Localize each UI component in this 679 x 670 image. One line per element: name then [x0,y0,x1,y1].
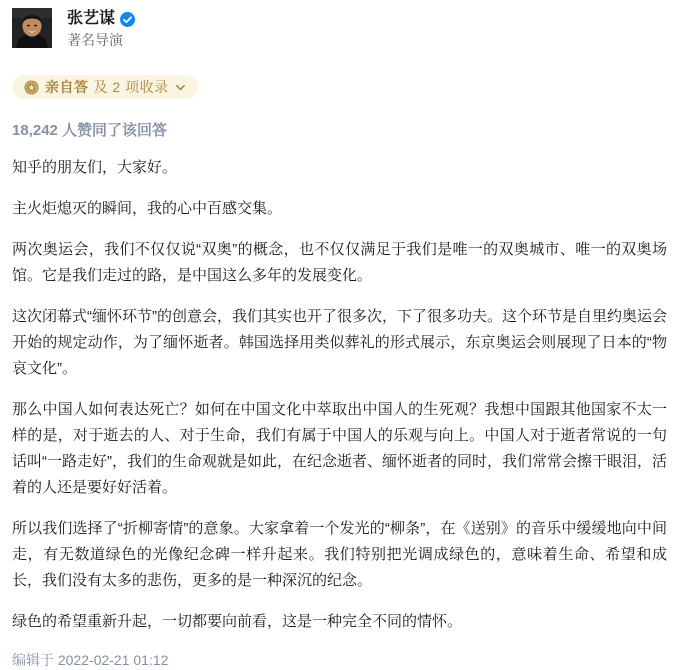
author-name[interactable]: 张艺谋 [67,10,116,27]
medal-icon [24,80,39,95]
avatar-image [12,8,52,48]
badge-secondary-label: 及 2 项收录 [93,79,169,95]
answer-paragraph: 所以我们选择了“折柳寄情”的意象。大家拿着一个发光的“柳条”，在《送别》的音乐中缓缓地向中间走，有无数道绿色的光像纪念碑一样升起来。我们特别把光调成绿色的，意味着生命、希望和成长，我们没有太多的悲伤，更多的是一种深沉的纪念。 [12,519,667,589]
author-info [67,8,135,49]
edited-timestamp: 编辑于 2022-02-21 01:12 [12,651,169,668]
personal-answer-badge[interactable] [12,75,198,99]
answer-paragraph: 两次奥运会，我们不仅仅说“双奥”的概念，也不仅仅满足于我们是唯一的双奥城市、唯一的双奥场馆。它是我们走过的路，是中国这么多年的发展变化。 [12,240,667,284]
answer-paragraph: 这次闭幕式“缅怀环节”的创意会，我们其实也开了很多次，下了很多功夫。这个环节是自里约奥运会开始的规定动作，为了缅怀逝者。韩国选择用类似葬礼的形式展示，东京奥运会则展现了日本的“物哀文化”。 [12,307,667,377]
author-header [12,8,667,49]
author-avatar[interactable] [12,8,52,48]
answer-paragraph: 绿色的希望重新升起，一切都要向前看，这是一种完全不同的情怀。 [12,612,463,630]
chevron-down-icon [175,82,186,93]
answer-paragraph: 那么中国人如何表达死亡？如何在中国文化中萃取出中国人的生死观？我想中国跟其他国家不太一样的是，对于逝去的人、对于生命，我们有属于中国人的乐观与向上。中国人对于逝者常说的一句话叫“一路走好”，我们的生命观就是如此，在纪念逝者、缅怀逝者的同时，我们常常会擦干眼泪，活着的人还是要好好活着。 [12,400,667,496]
author-name-row [67,9,135,29]
answer-paragraph: 知乎的朋友们，大家好。 [12,158,178,176]
vote-count-text: 18,242 人赞同了该回答 [12,121,168,139]
answer-body [12,155,667,635]
answer-paragraph: 主火炬熄灭的瞬间，我的心中百感交集。 [12,199,283,217]
badge-primary-label: 亲自答 [45,79,89,95]
verified-badge-icon [120,12,135,27]
author-headline: 著名导演 [67,32,123,48]
